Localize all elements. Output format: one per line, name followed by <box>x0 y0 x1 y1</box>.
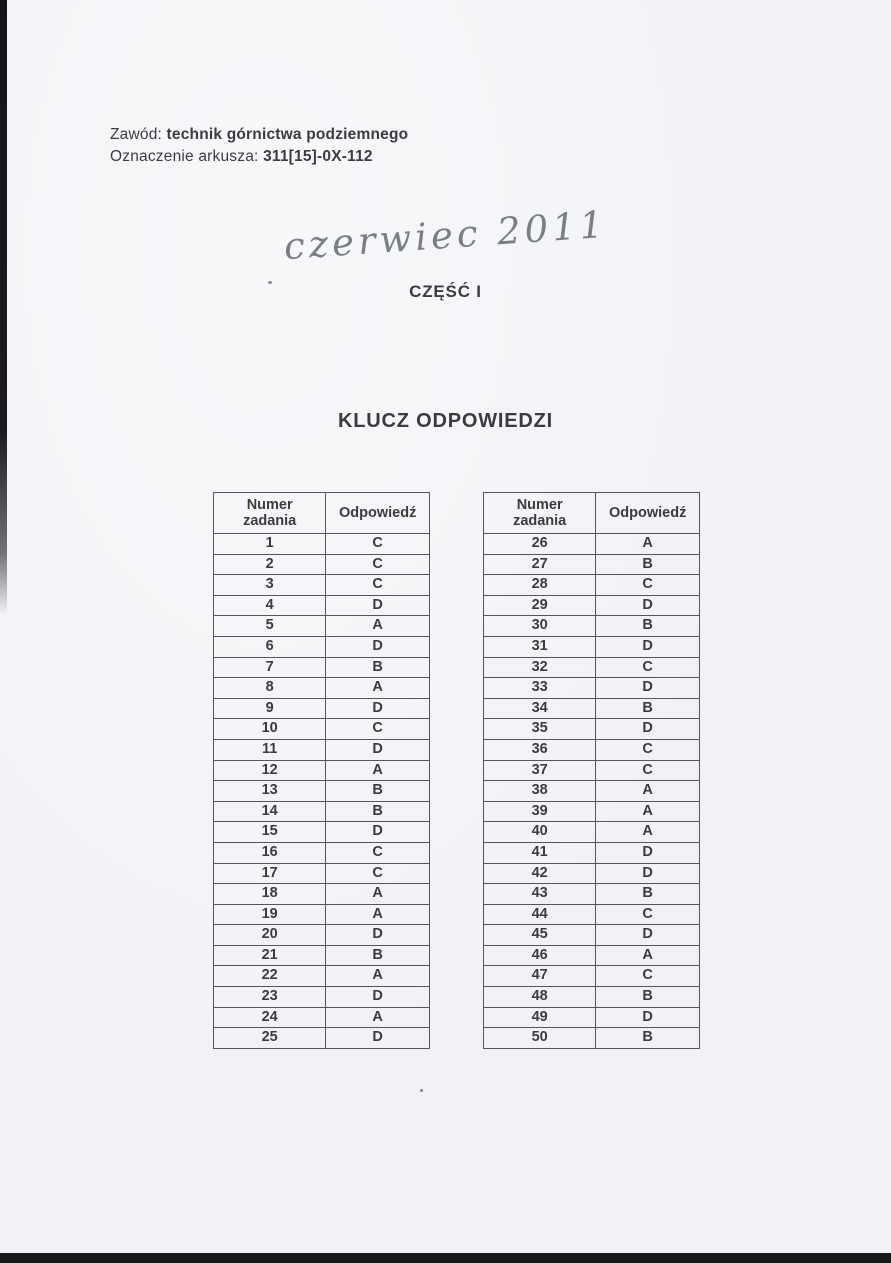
task-number-cell: 28 <box>484 575 596 596</box>
task-number-cell: 43 <box>484 884 596 905</box>
table-row <box>214 904 430 925</box>
task-number-cell: 16 <box>214 842 326 863</box>
task-number-cell: 6 <box>214 636 326 657</box>
table-row <box>214 554 430 575</box>
table-row <box>214 657 430 678</box>
task-number-cell: 26 <box>484 534 596 555</box>
answer-cell: B <box>326 945 430 966</box>
column-header-answer: Odpowiedź <box>596 493 700 534</box>
table-row <box>484 781 700 802</box>
task-number-cell: 4 <box>214 595 326 616</box>
table-row <box>214 884 430 905</box>
sheet-code-value: 311[15]-0X-112 <box>263 148 373 165</box>
occupation-line <box>110 124 408 146</box>
answer-cell: D <box>596 636 700 657</box>
table-row <box>484 945 700 966</box>
answer-cell: C <box>326 534 430 555</box>
table-row <box>214 719 430 740</box>
table-row <box>214 801 430 822</box>
answer-cell: D <box>596 863 700 884</box>
answer-cell: A <box>326 884 430 905</box>
task-number-cell: 2 <box>214 554 326 575</box>
table-row <box>214 636 430 657</box>
table-row <box>214 781 430 802</box>
answer-cell: C <box>596 575 700 596</box>
occupation-label: Zawód: <box>110 126 163 143</box>
task-number-cell: 49 <box>484 1007 596 1028</box>
task-number-cell: 5 <box>214 616 326 637</box>
column-header-answer: Odpowiedź <box>326 493 430 534</box>
table-row <box>214 616 430 637</box>
answer-cell: A <box>326 678 430 699</box>
answer-cell: D <box>326 987 430 1008</box>
task-number-cell: 15 <box>214 822 326 843</box>
answer-cell: A <box>596 822 700 843</box>
answer-cell: C <box>326 575 430 596</box>
answer-cell: B <box>596 698 700 719</box>
scan-speck <box>420 1089 423 1092</box>
answer-cell: D <box>596 678 700 699</box>
task-number-cell: 44 <box>484 904 596 925</box>
table-row <box>484 595 700 616</box>
table-row <box>484 575 700 596</box>
answer-cell: A <box>326 616 430 637</box>
table-row <box>484 925 700 946</box>
table-row <box>214 678 430 699</box>
handwritten-date-note: czerwiec 2011 <box>282 202 609 269</box>
answer-table-tasks-26-50 <box>483 492 700 1049</box>
answer-cell: D <box>596 595 700 616</box>
answer-cell: C <box>596 760 700 781</box>
table-row <box>214 945 430 966</box>
header-row <box>484 493 700 534</box>
answer-cell: D <box>326 698 430 719</box>
table-row <box>484 904 700 925</box>
answer-cell: C <box>596 966 700 987</box>
table-row <box>214 842 430 863</box>
occupation-value: technik górnictwa podziemnego <box>166 126 409 143</box>
task-number-cell: 24 <box>214 1007 326 1028</box>
table-row <box>484 657 700 678</box>
task-number-cell: 14 <box>214 801 326 822</box>
answer-cell: D <box>596 842 700 863</box>
answer-cell: C <box>326 719 430 740</box>
answer-cell: D <box>326 822 430 843</box>
task-number-cell: 38 <box>484 781 596 802</box>
answer-cell: C <box>326 863 430 884</box>
task-number-cell: 9 <box>214 698 326 719</box>
answer-cell: A <box>326 966 430 987</box>
table-row <box>484 863 700 884</box>
table-row <box>484 822 700 843</box>
table-row <box>484 842 700 863</box>
table-row <box>214 966 430 987</box>
sheet-code-line <box>110 146 408 168</box>
answer-cell: B <box>596 616 700 637</box>
task-number-cell: 35 <box>484 719 596 740</box>
task-number-cell: 1 <box>214 534 326 555</box>
answer-cell: B <box>326 801 430 822</box>
task-number-cell: 48 <box>484 987 596 1008</box>
document-header <box>110 124 408 168</box>
task-number-cell: 39 <box>484 801 596 822</box>
table-row <box>484 554 700 575</box>
answer-cell: C <box>326 842 430 863</box>
answer-table-body <box>214 534 430 1049</box>
table-row <box>214 1007 430 1028</box>
answer-cell: D <box>596 925 700 946</box>
scan-edge-bottom <box>0 1253 891 1263</box>
task-number-cell: 46 <box>484 945 596 966</box>
answer-cell: B <box>326 781 430 802</box>
table-row <box>214 739 430 760</box>
table-row <box>484 534 700 555</box>
task-number-cell: 21 <box>214 945 326 966</box>
answer-key-title: KLUCZ ODPOWIEDZI <box>337 410 553 432</box>
answer-cell: A <box>596 534 700 555</box>
column-header-task-number: Numer zadania <box>484 493 596 534</box>
task-number-cell: 12 <box>214 760 326 781</box>
task-number-cell: 30 <box>484 616 596 637</box>
task-number-cell: 29 <box>484 595 596 616</box>
column-header-task-number: Numer zadania <box>214 493 326 534</box>
table-row <box>484 1007 700 1028</box>
table-row <box>214 1028 430 1049</box>
task-number-cell: 7 <box>214 657 326 678</box>
task-number-cell: 41 <box>484 842 596 863</box>
task-number-cell: 22 <box>214 966 326 987</box>
answer-cell: D <box>326 595 430 616</box>
table-row <box>214 925 430 946</box>
answer-cell: A <box>596 781 700 802</box>
table-row <box>214 698 430 719</box>
table-row <box>484 719 700 740</box>
table-row <box>484 987 700 1008</box>
task-number-cell: 31 <box>484 636 596 657</box>
answer-cell: D <box>326 925 430 946</box>
part-title: CZĘŚĆ I <box>409 282 482 301</box>
table-row <box>214 534 430 555</box>
task-number-cell: 8 <box>214 678 326 699</box>
table-row <box>484 1028 700 1049</box>
answer-cell: A <box>326 1007 430 1028</box>
task-number-cell: 23 <box>214 987 326 1008</box>
task-number-cell: 13 <box>214 781 326 802</box>
task-number-cell: 45 <box>484 925 596 946</box>
task-number-cell: 25 <box>214 1028 326 1049</box>
sheet-code-label: Oznaczenie arkusza: <box>110 148 259 165</box>
answer-cell: D <box>596 1007 700 1028</box>
answer-cell: C <box>596 739 700 760</box>
task-number-cell: 47 <box>484 966 596 987</box>
answer-cell: D <box>326 636 430 657</box>
table-row <box>214 987 430 1008</box>
answer-cell: B <box>596 1028 700 1049</box>
header-row <box>214 493 430 534</box>
answer-cell: B <box>326 657 430 678</box>
table-row <box>484 698 700 719</box>
answer-table-body <box>484 534 700 1049</box>
table-row <box>484 739 700 760</box>
task-number-cell: 42 <box>484 863 596 884</box>
table-row <box>484 801 700 822</box>
task-number-cell: 11 <box>214 739 326 760</box>
task-number-cell: 17 <box>214 863 326 884</box>
task-number-cell: 20 <box>214 925 326 946</box>
answer-cell: A <box>596 945 700 966</box>
answer-cell: A <box>326 760 430 781</box>
table-row <box>214 822 430 843</box>
answer-cell: B <box>596 554 700 575</box>
task-number-cell: 10 <box>214 719 326 740</box>
task-number-cell: 33 <box>484 678 596 699</box>
answer-cell: C <box>596 904 700 925</box>
task-number-cell: 34 <box>484 698 596 719</box>
answer-cell: A <box>326 904 430 925</box>
task-number-cell: 18 <box>214 884 326 905</box>
table-row <box>214 595 430 616</box>
task-number-cell: 3 <box>214 575 326 596</box>
answer-cell: D <box>326 739 430 760</box>
task-number-cell: 32 <box>484 657 596 678</box>
answer-cell: A <box>596 801 700 822</box>
task-number-cell: 50 <box>484 1028 596 1049</box>
answer-cell: D <box>326 1028 430 1049</box>
answer-table-tasks-1-25 <box>213 492 430 1049</box>
table-row <box>214 575 430 596</box>
answer-cell: B <box>596 987 700 1008</box>
task-number-cell: 37 <box>484 760 596 781</box>
task-number-cell: 36 <box>484 739 596 760</box>
task-number-cell: 40 <box>484 822 596 843</box>
table-row <box>484 884 700 905</box>
scan-edge-left <box>0 0 7 615</box>
task-number-cell: 19 <box>214 904 326 925</box>
table-row <box>484 636 700 657</box>
answer-cell: C <box>326 554 430 575</box>
answer-cell: C <box>596 657 700 678</box>
table-row <box>484 678 700 699</box>
answer-cell: B <box>596 884 700 905</box>
table-row <box>484 616 700 637</box>
task-number-cell: 27 <box>484 554 596 575</box>
table-row <box>484 966 700 987</box>
table-row <box>214 760 430 781</box>
answer-cell: D <box>596 719 700 740</box>
table-row <box>484 760 700 781</box>
table-row <box>214 863 430 884</box>
